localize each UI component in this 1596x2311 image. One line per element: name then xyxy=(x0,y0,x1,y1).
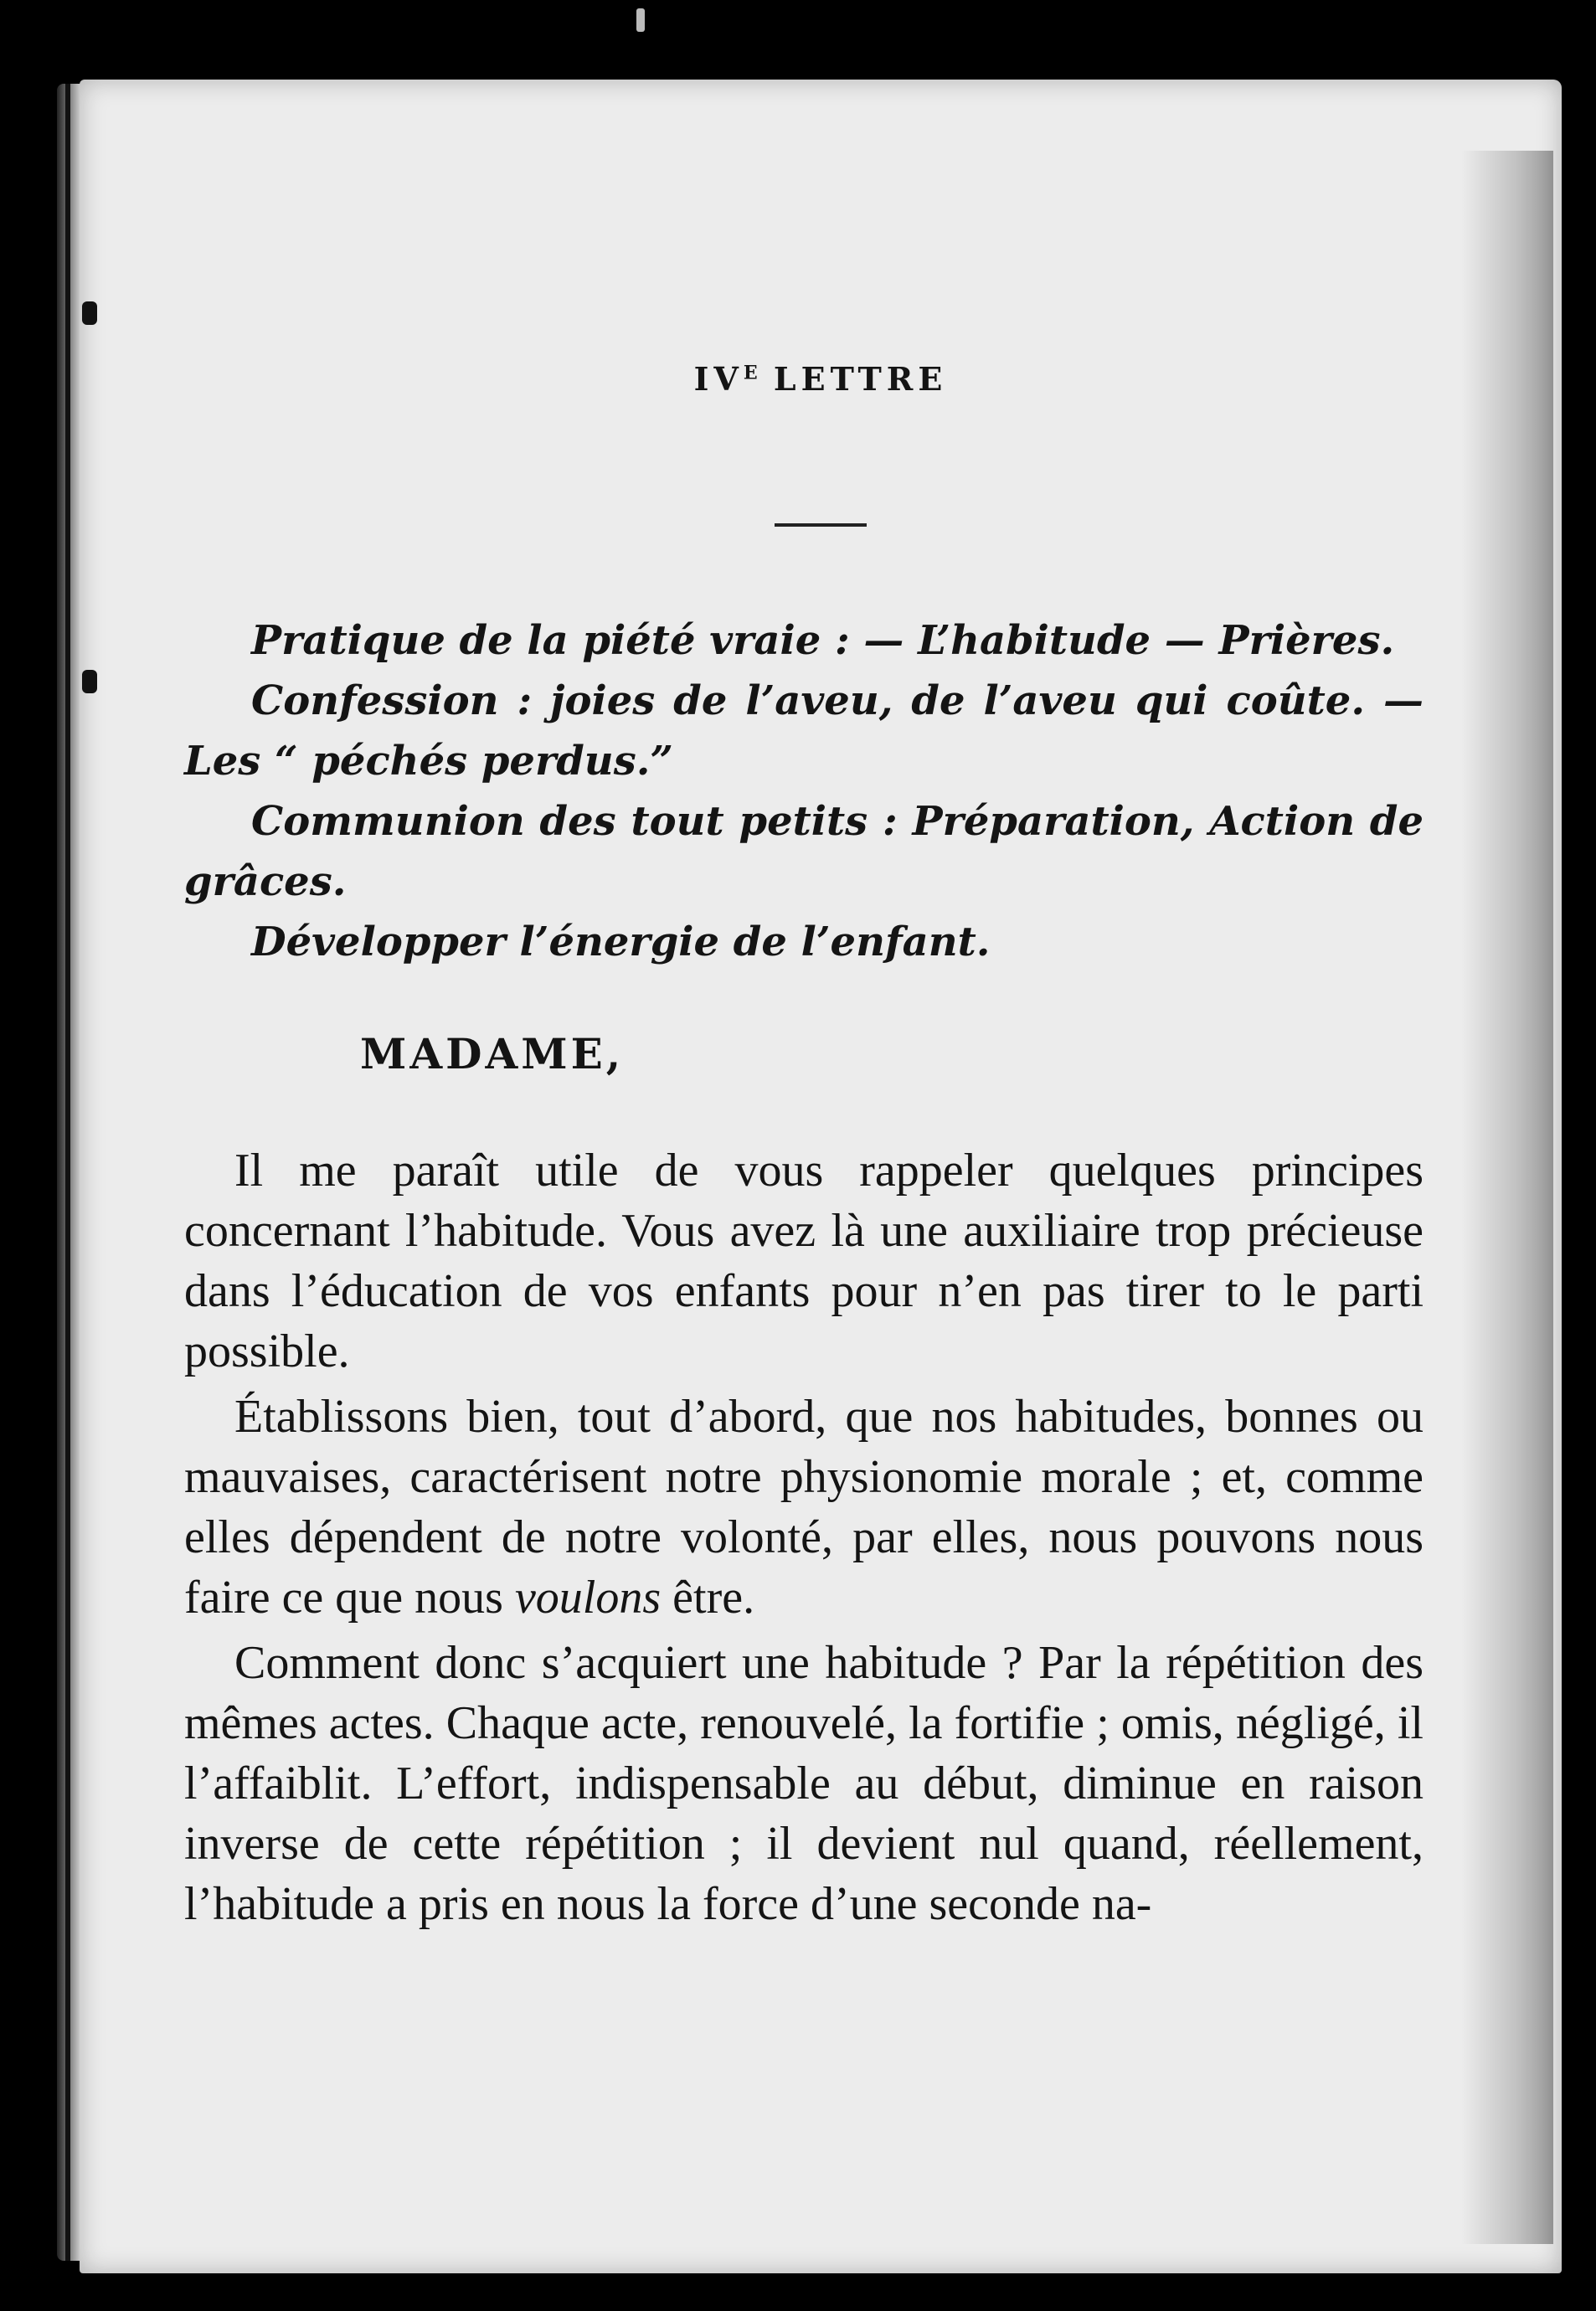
emphasis-text: voulons xyxy=(514,1572,662,1624)
binding-mark xyxy=(82,301,97,325)
summary-line: Confession : joies de l’aveu, de l’aveu qui coûte. — Les “ péchés perdus.” xyxy=(184,677,1424,785)
scan-speck xyxy=(636,8,645,32)
salutation: MADAME, xyxy=(360,1029,625,1078)
letter-heading xyxy=(218,360,1424,398)
paragraph: Il me paraît utile de vous rappeler quelques principes concernant l’habitude. Vous avez là une auxiliaire trop précieuse dans l’éducation de vos enfants pour n’en pas tirer to le parti possible. xyxy=(184,1145,1424,1377)
heading-rule xyxy=(775,523,867,527)
letter-body xyxy=(184,1140,1424,1934)
summary-line: Pratique de la piété vraie : — L’habitude — Prières. xyxy=(251,617,1395,664)
summary-line: Communion des tout petits : Préparation, Action de grâces. xyxy=(184,798,1424,905)
page-content xyxy=(184,360,1424,1939)
heading-superscript: E xyxy=(743,362,758,384)
paragraph-text: Établissons bien, tout d’abord, que nos habitudes, bonnes ou mauvaises, caractérisent notre physionomie morale ; et, comme elles dépendent de notre volonté, par elles, nous pouvons nous faire ce que nous xyxy=(184,1391,1424,1624)
binding-mark xyxy=(82,670,97,693)
summary-line: Développer l’énergie de l’enfant. xyxy=(251,919,991,965)
chapter-summary xyxy=(184,610,1424,972)
heading-word: LETTRE xyxy=(773,360,948,398)
heading-roman: IV xyxy=(693,360,744,398)
paragraph-text: être. xyxy=(661,1572,755,1624)
paragraph xyxy=(184,1387,1424,1628)
spine-shadow xyxy=(65,84,70,2261)
paragraph: Comment donc s’acquiert une habitude ? Par la répétition des mêmes actes. Chaque acte, renouvelé, la fortifie ; omis, négligé, il l’affaiblit. L’effort, indispensable au début, diminue en raison inverse de cette répétition ; il devient nul quand, réellement, l’habitude a pris en nous la force d’une seconde na- xyxy=(184,1637,1424,1930)
